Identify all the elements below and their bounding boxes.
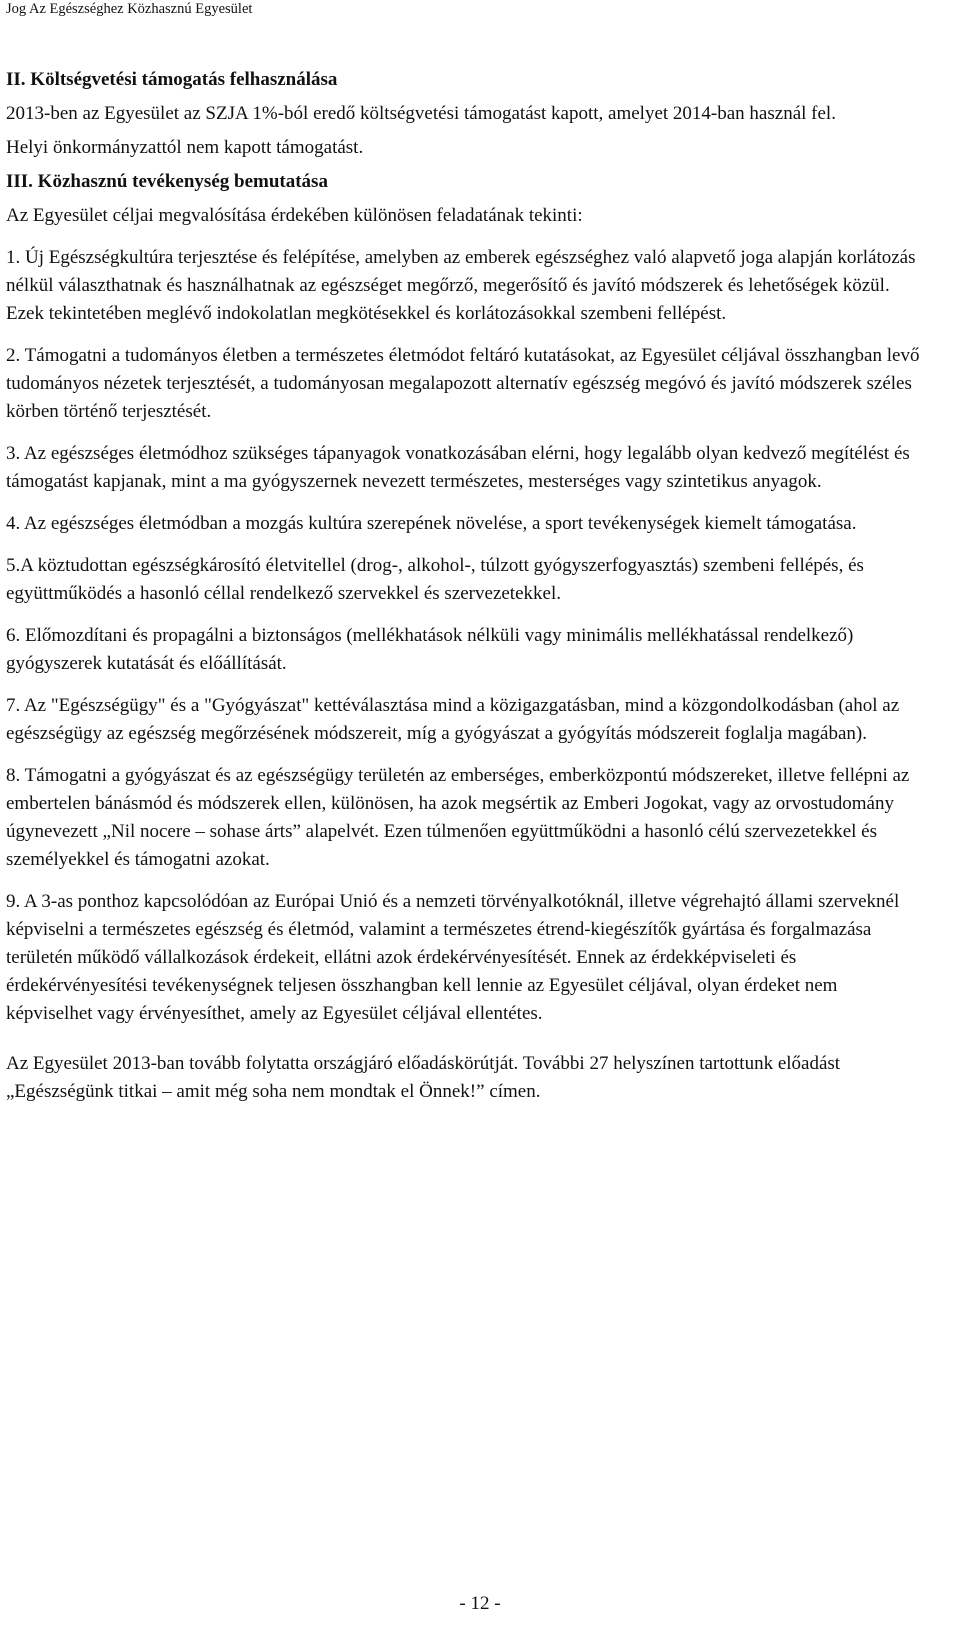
list-item: 6. Előmozdítani és propagálni a biztonságos (mellékhatások nélküli vagy minimális mellékhatással rendelkező) gyógyszerek kutatását és előállítását. (6, 625, 854, 674)
list-item: 4. Az egészséges életmódban a mozgás kultúra szerepének növelése, a sport tevékenységek kiemelt támogatása. (6, 513, 857, 534)
paragraph-local-government: Helyi önkormányzattól nem kapott támogatást. (6, 137, 364, 158)
list-item: 9. A 3-as ponthoz kapcsolódóan az Európai Unió és a nemzeti törvényalkotóknál, illetve végrehajtó állami szerveknél képviselni a természetes egészség és életmód, valamint a természetes étrend-kiegészítők gyártása és forgalmazása területén működő vállalkozások érdekeit, ellátni azok érdekérvényesítését. Ennek az érdekképviseleti és érdekérvényesítési tevékenységnek teljesen összhangban kell lennie az Egyesület céljával, olyan érdeket nem képviselhet vagy érvényesíthet, amely az Egyesület céljával ellentétes. (6, 891, 900, 1024)
paragraph-closing: Az Egyesület 2013-ban tovább folytatta országjáró előadáskörútját. További 27 helyszínen tartottunk előadást „Egészségünk titkai – amit még soha nem mondtak el Önnek!” címen. (6, 1053, 841, 1102)
page-number: - 12 - (459, 1593, 501, 1614)
list-item: 5.A köztudottan egészségkárosító életvitellel (drog-, alkohol-, túlzott gyógyszerfogyasztás) szembeni fellépés, és együttműködés a hasonló céllal rendelkező szervekkel és szervezetekkel. (6, 555, 864, 604)
document-body (6, 66, 926, 1112)
list-item: 2. Támogatni a tudományos életben a természetes életmódot feltáró kutatásokat, az Egyesület céljával összhangban levő tudományos nézetek terjesztését, a tudományosan megalapozott alternatív egészség megóvó és javító módszerek széles körben történő terjesztését. (6, 345, 920, 422)
section-heading-budget-support: II. Költségvetési támogatás felhasználása (6, 69, 338, 90)
list-item: 3. Az egészséges életmódhoz szükséges tápanyagok vonatkozásában elérni, hogy legalább olyan kedvező megítélést és támogatást kapjanak, mint a ma gyógyszernek nevezett természetes, mesterséges vagy szintetikus anyagok. (6, 443, 910, 492)
running-header: Jog Az Egészséghez Közhasznú Egyesület (6, 1, 253, 17)
paragraph-budget-support: 2013-ben az Egyesület az SZJA 1%-ból eredő költségvetési támogatást kapott, amelyet 2014-ban használ fel. (6, 103, 836, 124)
list-item: 1. Új Egészségkultúra terjesztése és felépítése, amelyben az emberek egészséghez való alapvető joga alapján korlátozás nélkül választhatnak és használhatnak az egészséget megőrző, megerősítő és javító módszerek és lehetőségek közül. Ezek tekintetében meglévő indokolatlan megkötésekkel és korlátozásokkal szembeni fellépést. (6, 247, 916, 324)
paragraph-intro: Az Egyesület céljai megvalósítása érdekében különösen feladatának tekinti: (6, 205, 583, 226)
section-heading-public-benefit: III. Közhasznú tevékenység bemutatása (6, 171, 328, 192)
list-item: 8. Támogatni a gyógyászat és az egészségügy területén az emberséges, emberközpontú módszereket, illetve fellépni az embertelen bánásmód és módszerek ellen, különösen, ha azok megsértik az Emberi Jogokat, vagy az orvostudomány úgynevezett „Nil nocere – sohase árts” alapelvét. Ezen túlmenően együttműködni a hasonló célú szervezetekkel és személyekkel és támogatni azokat. (6, 765, 910, 870)
list-item: 7. Az "Egészségügy" és a "Gyógyászat" kettéválasztása mind a közigazgatásban, mind a közgondolkodásban (ahol az egészségügy az egészség megőrzésének módszereit, míg a gyógyászat a gyógyítás módszereit foglalja magában). (6, 695, 900, 744)
